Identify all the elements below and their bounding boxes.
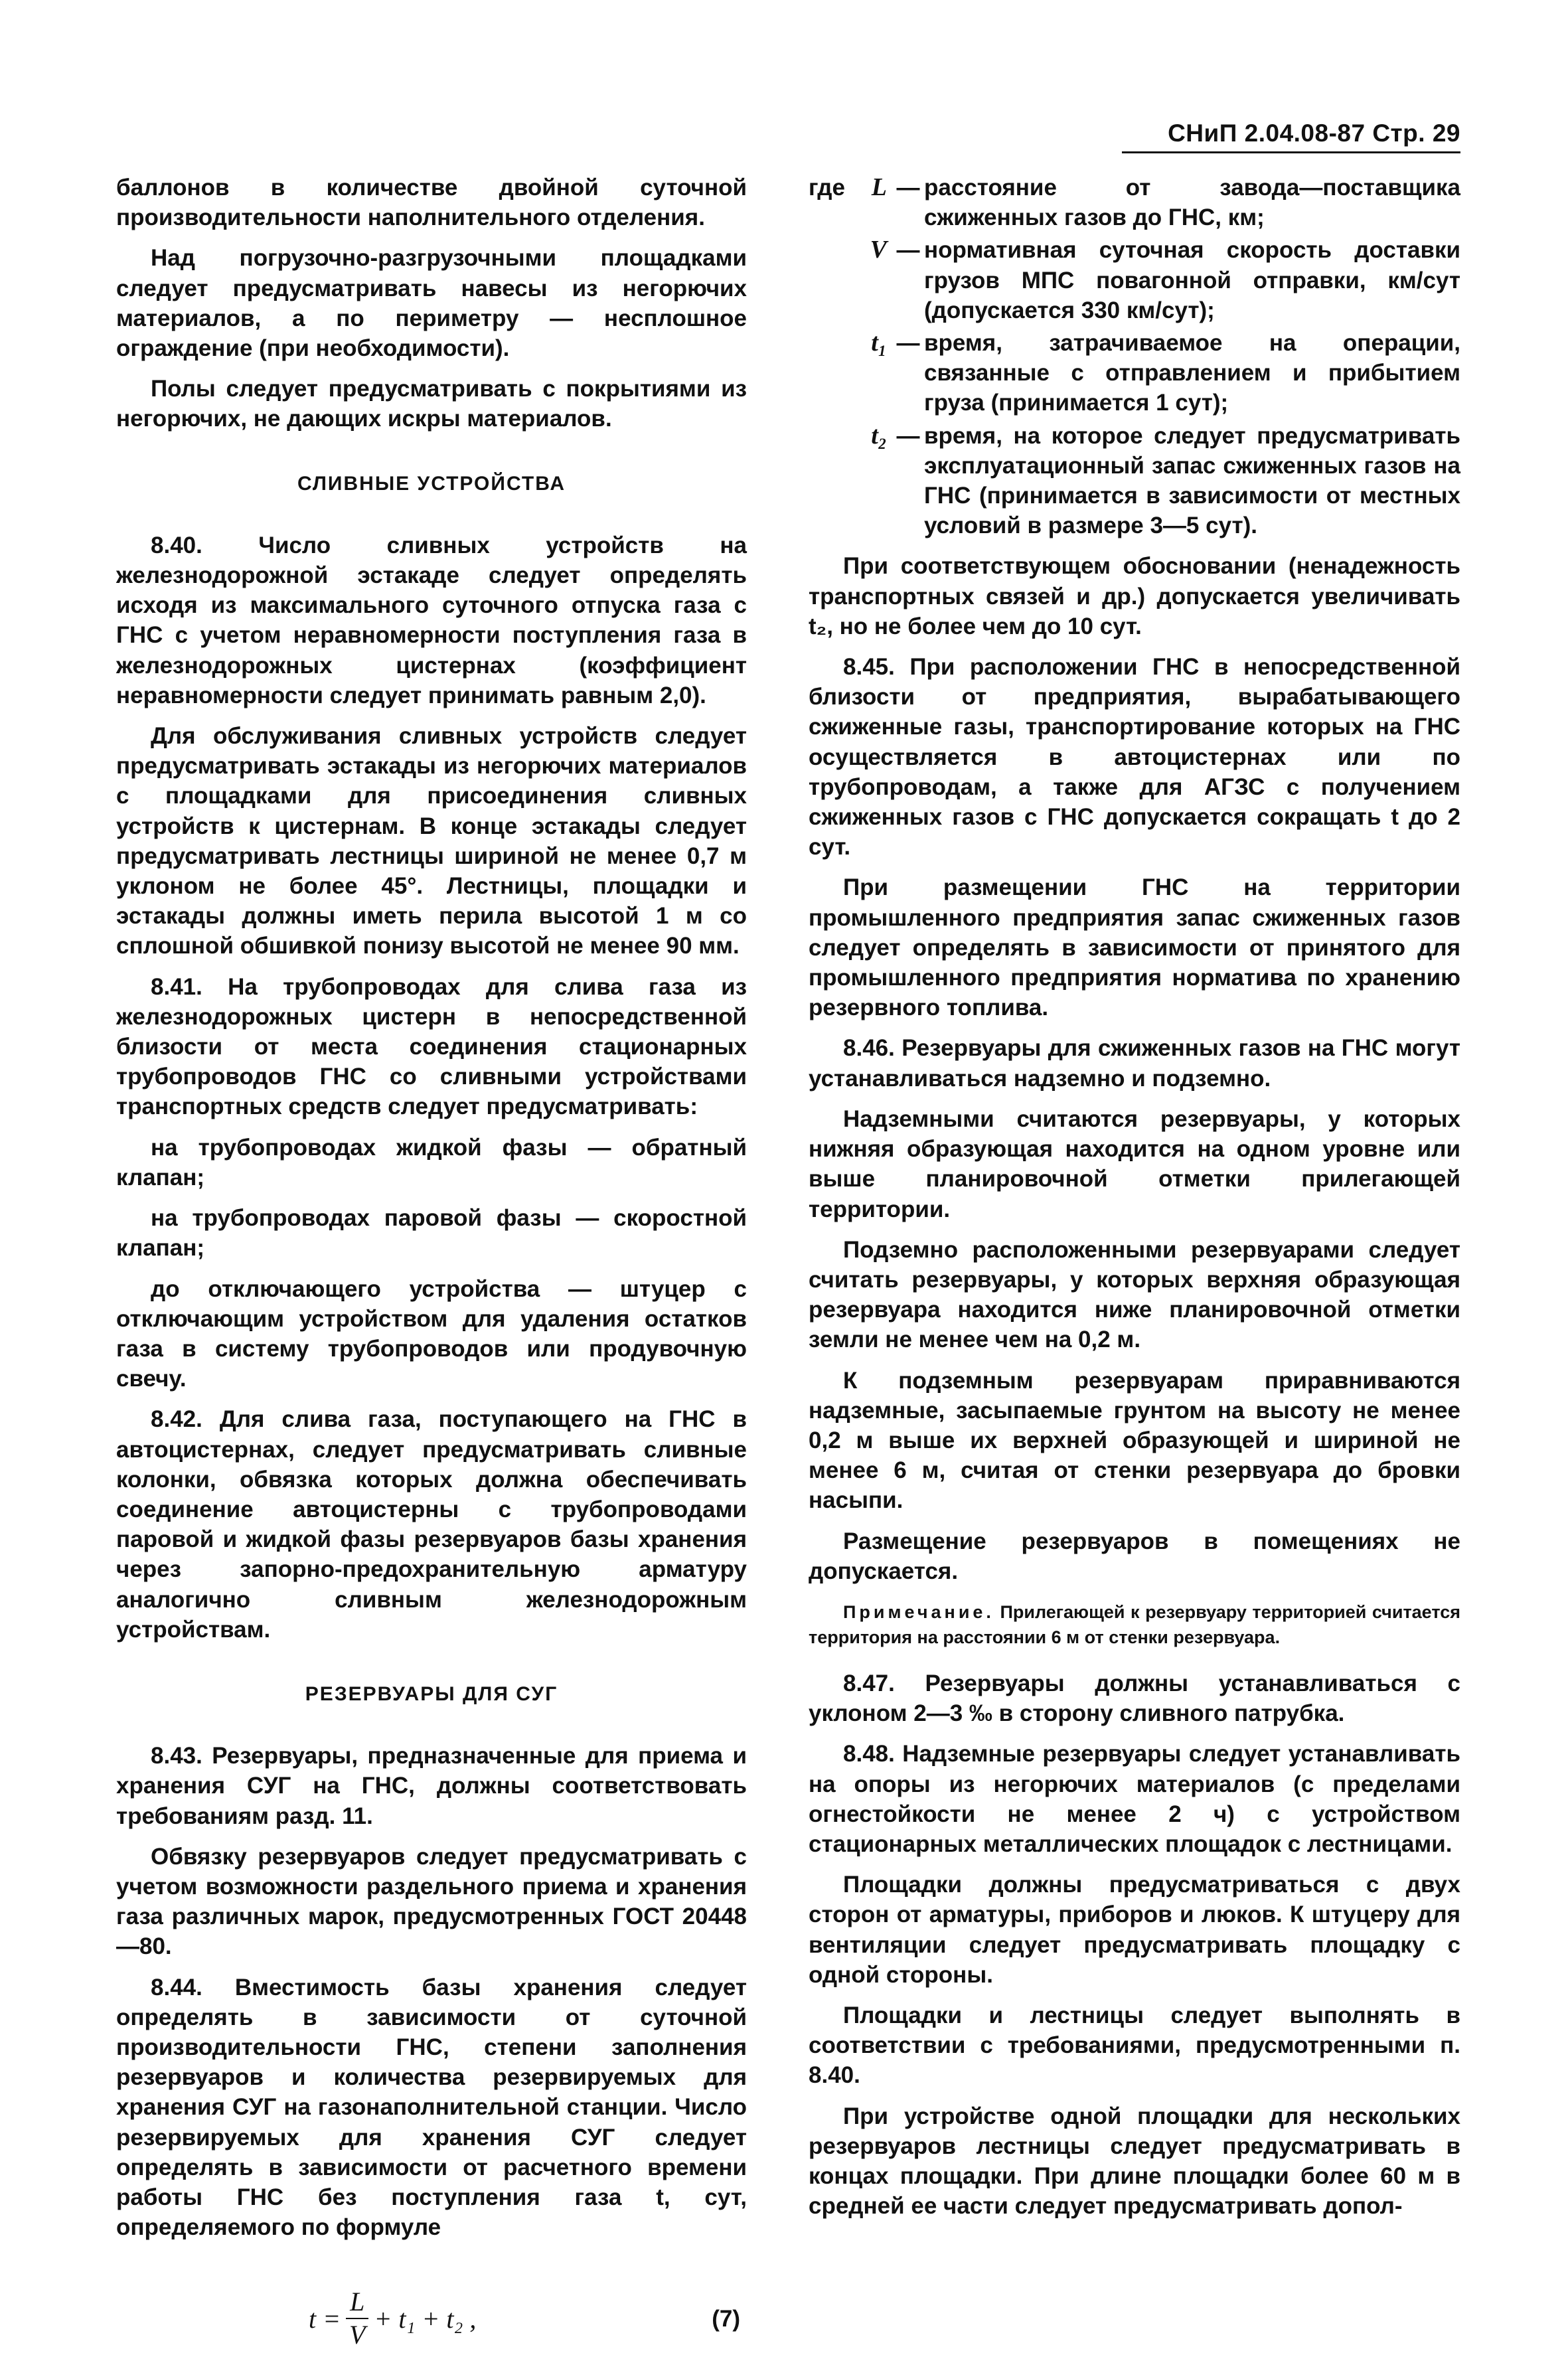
clause-number: 8.40. [151, 532, 202, 558]
clause-8-42 [116, 1404, 747, 1645]
clause-number: 8.45. [843, 654, 895, 681]
note-text: Прилегающей к резервуару территорией считается территория на расстоянии 6 м от стенки резервуара. [809, 1601, 1460, 1647]
definition-lead [809, 421, 867, 541]
definition-lead [809, 328, 867, 418]
definition-symbol: L [871, 173, 887, 201]
clause-number: 8.41. [151, 973, 202, 1000]
clause-number: 8.44. [151, 1974, 202, 2000]
fraction-denominator: V [349, 2320, 366, 2350]
note-label: Примечание. [843, 1601, 994, 1622]
clause-8-43 [116, 1741, 747, 1831]
paragraph: Площадки должны предусматриваться с двух сторон от арматуры, приборов и люков. К штуцеру для вентиляции следует предусматривать площадку с одной стороны. [809, 1872, 1460, 1988]
definition-lead [809, 235, 867, 325]
paragraph: При размещении ГНС на территории промышленного предприятия запас сжиженных газов следует определять в зависимости от принятого для промышленного предприятия норматива по хранению резервного топлива. [809, 874, 1460, 1021]
clause-text: На трубопроводах для слива газа из железнодорожных цистерн в непосредственной близости от места соединения стационарных трубопроводов ГНС со сливными устройствами транспортных средств следует предусматривать: [116, 973, 747, 1120]
clause-text: Число сливных устройств на железнодорожной эстакаде следует определять исходя из максимального суточного отпуска газа с ГНС с учетом неравномерности поступления газа в железнодорожных цистернах (коэффициент неравномерности следует принимать равным 2,0). [116, 532, 747, 708]
paragraph: При соответствующем обосновании (ненадежность транспортных связей и др.) допускается увеличивать t₂, но не более чем до 10 сут. [809, 553, 1460, 639]
definition-text: время, затрачиваемое на операции, связанные с отправлением и прибытием груза (принимается 1 сут); [924, 330, 1460, 416]
definition-text: время, на которое следует предусматривать эксплуатационный запас сжиженных газов на ГНС (принимается в зависимости от местных условий в размере 3—5 сут). [924, 422, 1460, 539]
clause-8-46 [809, 1033, 1460, 1093]
definition-item [809, 328, 1460, 418]
section-heading: СЛИВНЫЕ УСТРОЙСТВА [297, 472, 566, 495]
paragraph: Площадки и лестницы следует выполнять в соответствии с требованиями, предусмотренными п. 8.40. [809, 2002, 1460, 2089]
clause-text: Резервуары для сжиженных газов на ГНС могут устанавливаться надземно и подземно. [809, 1035, 1460, 1092]
clause-8-48 [809, 1739, 1460, 1859]
equation-number: (7) [712, 2305, 740, 2332]
definition-dash: — [896, 175, 920, 201]
list-item: до отключающего устройства — штуцер с отключающим устройством для удаления остатков газа в систему трубопроводов или продувочную свечу. [116, 1275, 747, 1392]
clause-text: При расположении ГНС в непосредственной близости от предприятия, вырабатывающего сжиженные газы, транспортирование которых на ГНС осуществляется в автоцистернах или по трубопроводам, а также для АГЗС с получением сжиженных газов с ГНС допускается сокращать t до 2 сут. [809, 654, 1460, 860]
definition-item [809, 421, 1460, 541]
left-column [116, 173, 747, 2355]
definition-lead: где [809, 175, 845, 201]
clause-text: Для слива газа, поступающего на ГНС в автоцистернах, следует предусматривать сливные колонки, обвязка которых должна обеспечивать соединение автоцистерны с трубопроводами паровой и жидкой фазы резервуаров базы хранения через запорно-предохранительную арматуру аналогично сливным железнодорожным устройствам. [116, 1406, 747, 1643]
definition-symbol: V [870, 236, 887, 264]
clause-number: 8.46. [843, 1035, 895, 1062]
clause-8-41 [116, 972, 747, 1122]
clause-8-40 [116, 530, 747, 710]
clause-text: Надземные резервуары следует устанавливать на опоры из негорючих материалов (с пределами огнестойкости не менее 2 ч) с устройством стационарных металлических площадок с лестницами. [809, 1741, 1460, 1857]
fraction-numerator: L [346, 2286, 368, 2319]
section-heading: РЕЗЕРВУАРЫ ДЛЯ СУГ [305, 1682, 558, 1705]
clause-8-44 [116, 1973, 747, 2243]
clause-number: 8.43. [151, 1743, 202, 1769]
paragraph: При устройстве одной площадки для нескольких резервуаров лестницы следует предусматривать в концах площадки. При длине площадки более 60 м в средней ее части следует предусматривать допол- [809, 2103, 1460, 2220]
right-column [809, 173, 1460, 2232]
definition-item [809, 235, 1460, 325]
definition-dash: — [896, 237, 920, 264]
paragraph: Обвязку резервуаров следует предусматривать с учетом возможности раздельного приема и хранения газа различных марок, предусмотренных ГОСТ 20448—80. [116, 1843, 747, 1960]
definition-symbol: t₁ [871, 329, 887, 357]
clause-number: 8.48. [843, 1741, 895, 1767]
formula-rest: + t₁ + t₂ , [374, 2303, 477, 2334]
definition-item [809, 173, 1460, 232]
paragraph: Полы следует предусматривать с покрытиями из негорючих, не дающих искры материалов. [116, 376, 747, 432]
paragraph: К подземным резервуарам приравниваются надземные, засыпаемые грунтом на высоту не менее 0,2 м выше их верхней образующей и шириной не менее 6 м, считая от стенки резервуара до бровки насыпи. [809, 1367, 1460, 1514]
note [809, 1599, 1460, 1650]
clause-8-47 [809, 1668, 1460, 1728]
formula-lhs: t = [309, 2303, 341, 2334]
paragraph: Размещение резервуаров в помещениях не допускается. [809, 1528, 1460, 1584]
list-item: на трубопроводах жидкой фазы — обратный клапан; [116, 1134, 747, 1190]
paragraph: баллонов в количестве двойной суточной производительности наполнительного отделения. [116, 175, 747, 231]
clause-text: Резервуары должны устанавливаться с уклоном 2—3 ‰ в сторону сливного патрубка. [809, 1670, 1460, 1727]
paragraph: Надземными считаются резервуары, у которых нижняя образующая находится на одном уровне или выше планировочной отметки прилегающей территории. [809, 1105, 1460, 1222]
list-item: на трубопроводах паровой фазы — скоростной клапан; [116, 1205, 747, 1261]
clause-number: 8.47. [843, 1670, 895, 1696]
paragraph: Для обслуживания сливных устройств следует предусматривать эстакады из негорючих материалов с площадками для присоединения сливных устройств к цистернам. В конце эстакады следует предусматривать лестницы шириной не менее 0,7 м уклоном не более 45°. Лестницы, площадки и эстакады должны иметь перила высотой 1 м со сплошной обшивкой понизу высотой не менее 90 мм. [116, 723, 747, 959]
definition-text: расстояние от завода—поставщика сжиженных газов до ГНС, км; [924, 175, 1460, 231]
clause-text: Резервуары, предназначенные для приема и хранения СУГ на ГНС, должны соответствовать требованиям разд. 11. [116, 1743, 747, 1829]
definition-text: нормативная суточная скорость доставки грузов МПС повагонной отправки, км/сут (допускается 330 км/сут); [924, 237, 1460, 323]
clause-text: Вместимость базы хранения следует определять в зависимости от суточной производительности ГНС, степени заполнения резервуаров и количества резервируемых для хранения СУГ на газонаполнительной станции. Число резервируемых для хранения СУГ следует определять в зависимости от расчетного времени работы ГНС без поступления газа t, сут, определяемого по формуле [116, 1974, 747, 2241]
definition-symbol: t₂ [871, 421, 887, 449]
paragraph: Подземно расположенными резервуарами следует считать резервуары, у которых верхняя образующая резервуара находится ниже планировочной отметки земли не менее чем на 0,2 м. [809, 1236, 1460, 1353]
paragraph: Над погрузочно-разгрузочными площадками следует предусматривать навесы из негорючих материалов, а по периметру — несплошное ограждение (при необходимости). [116, 245, 747, 362]
formula-expression [309, 2286, 476, 2351]
definition-dash: — [896, 330, 920, 357]
page-header: СНиП 2.04.08-87 Стр. 29 [1122, 120, 1460, 153]
formula-fraction [346, 2286, 368, 2351]
definition-dash: — [896, 422, 920, 449]
formula-7 [116, 2282, 747, 2355]
clause-8-45 [809, 652, 1460, 862]
clause-number: 8.42. [151, 1406, 202, 1433]
